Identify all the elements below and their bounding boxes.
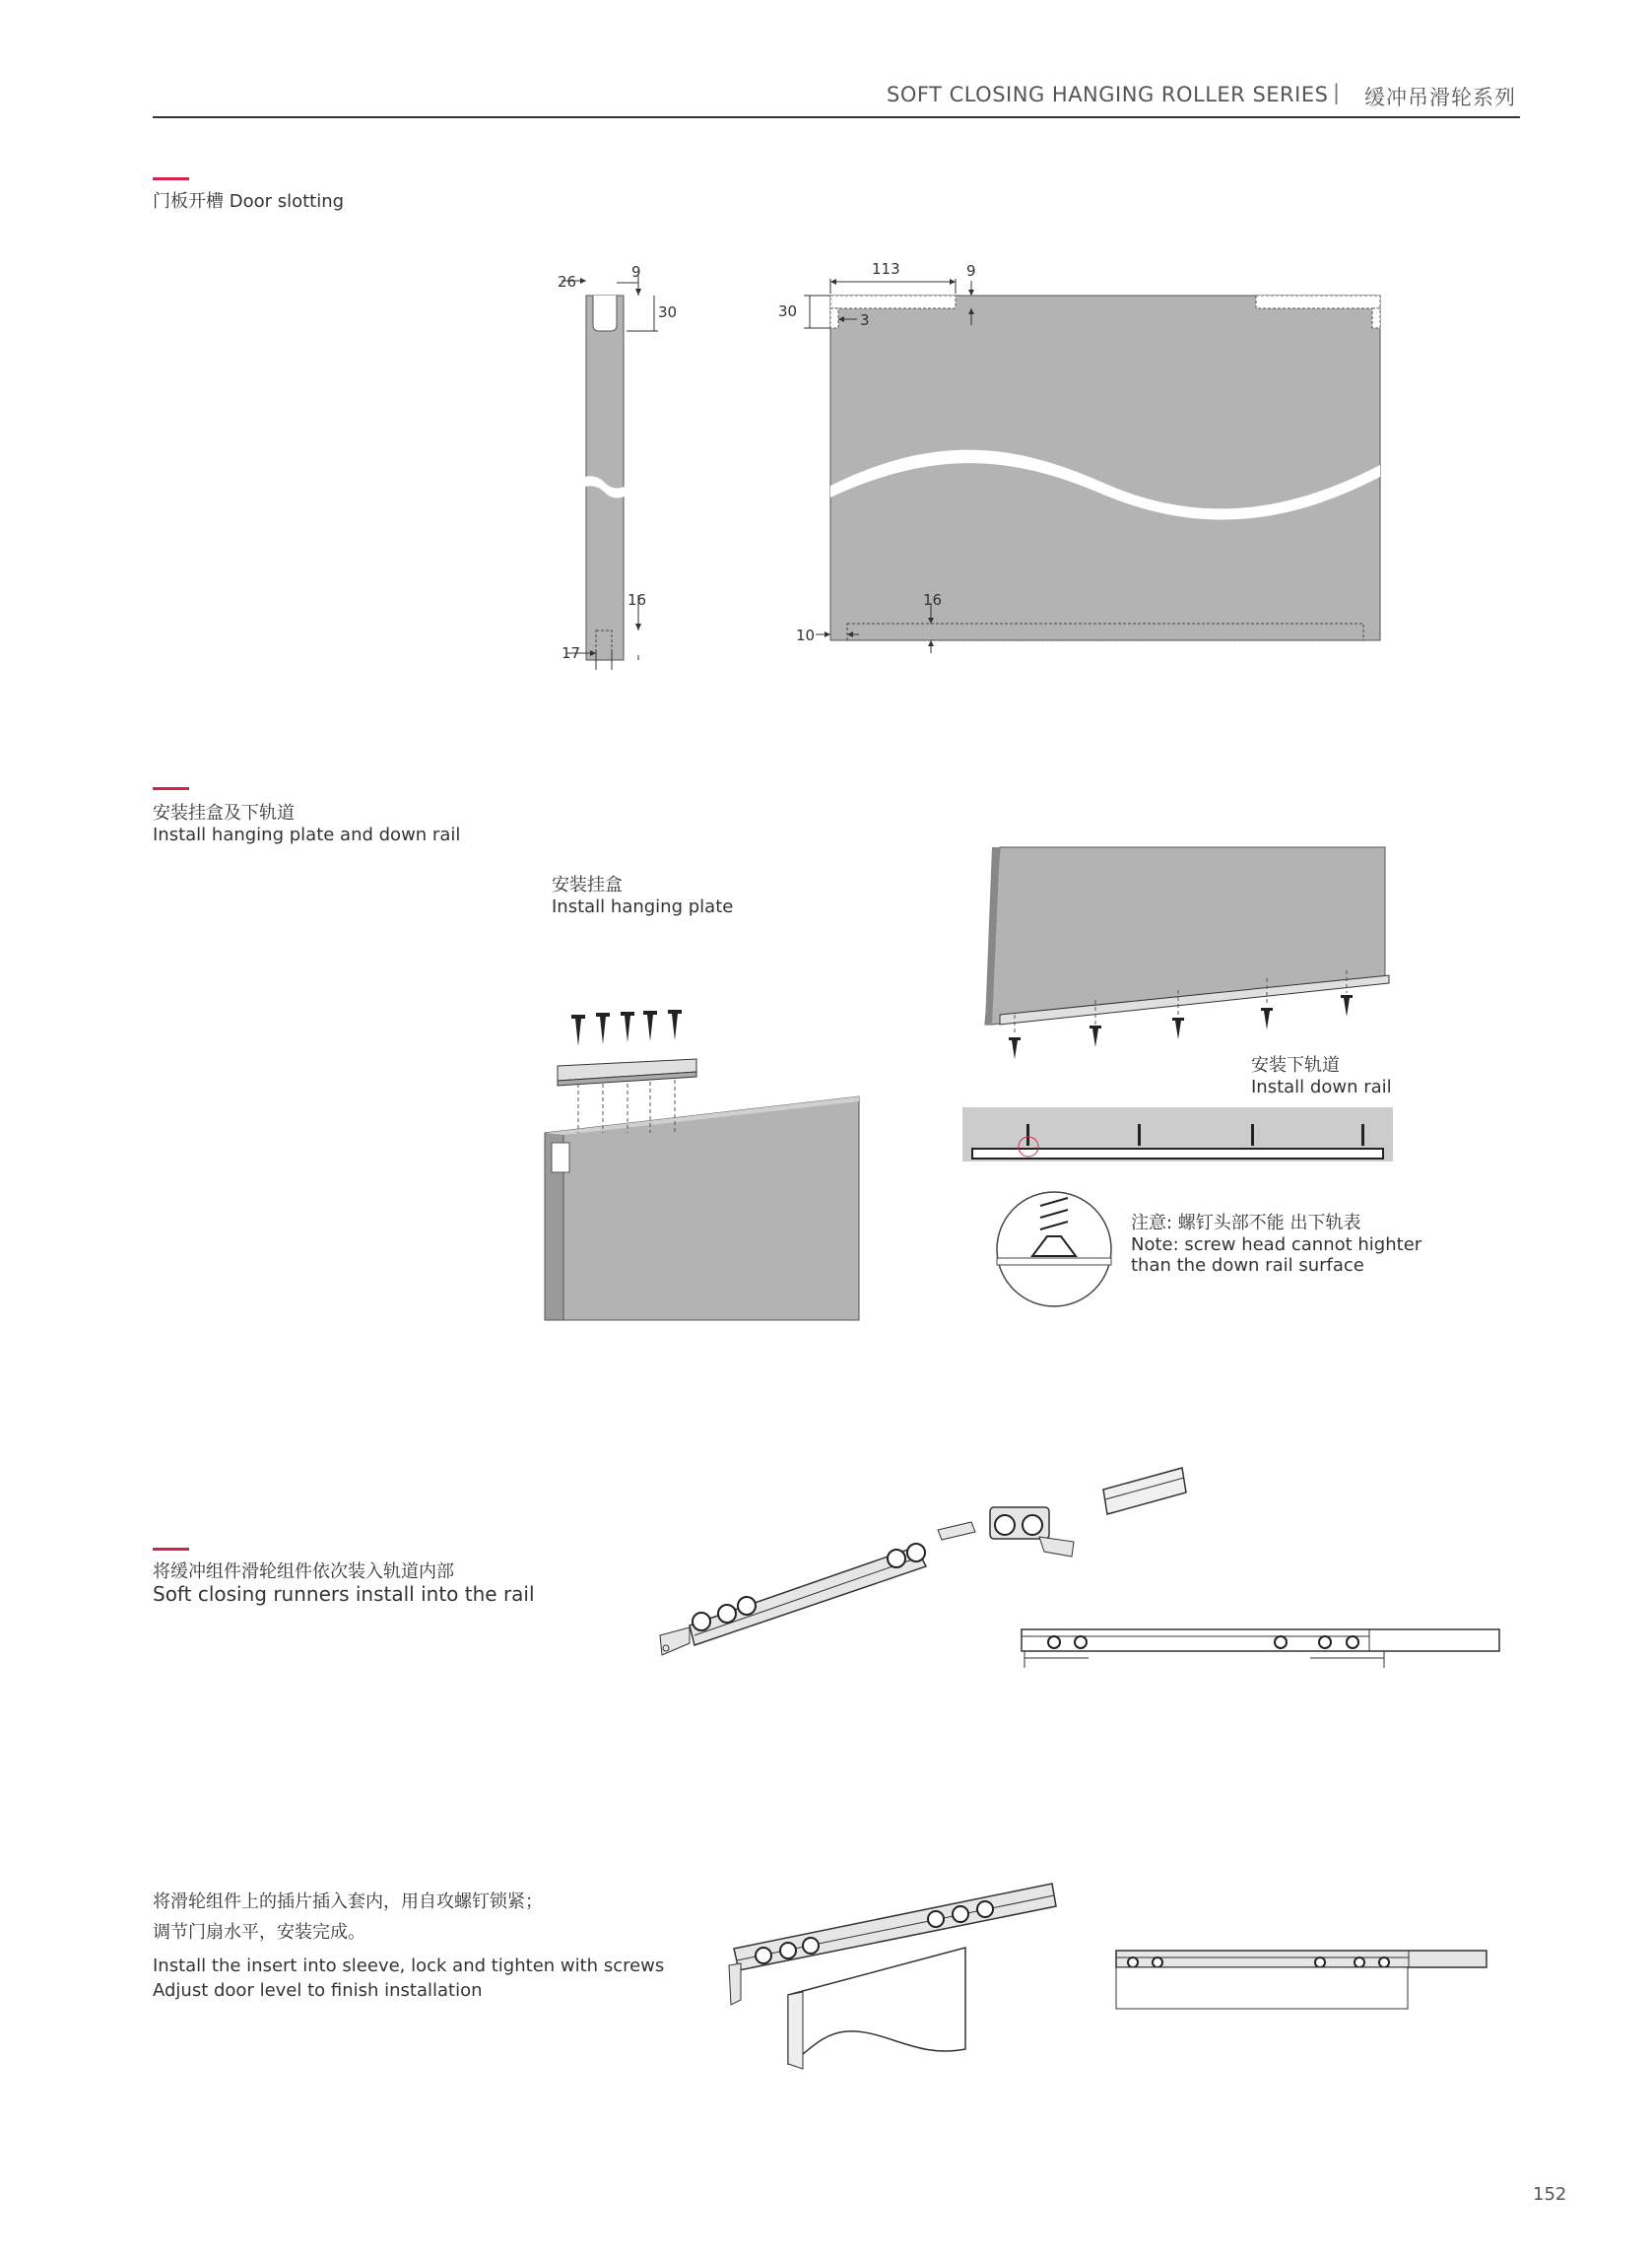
finish-illustration <box>729 1884 1487 2069</box>
hanging-plate-illustration <box>545 1010 859 1320</box>
section-title-runners-en: Soft closing runners install into the rail <box>153 1582 535 1606</box>
door-side-view <box>558 263 677 670</box>
dim-side-slot-depth: 30 <box>658 303 678 321</box>
finish-line2-en: Adjust door level to finish installation <box>153 1980 483 2001</box>
header-separator: | <box>1333 81 1341 104</box>
header-title-en: SOFT CLOSING HANGING ROLLER SERIES <box>887 83 1329 106</box>
finish-line2-cn: 调节门扇水平，安装完成。 <box>153 1922 365 1943</box>
page-number: 152 <box>1533 2184 1567 2205</box>
note-cn: 注意: 螺钉头部不能 出下轨表 <box>1131 1213 1361 1233</box>
finish-line1-en: Install the insert into sleeve, lock and tighten with screws <box>153 1956 665 1976</box>
hanging-plate-label-en: Install hanging plate <box>552 896 734 917</box>
section-title-runners-cn: 将缓冲组件滑轮组件依次装入轨道内部 <box>153 1561 454 1582</box>
dim-side-slot-offset: 9 <box>631 263 641 281</box>
dim-front-slot-inset: 3 <box>860 311 870 329</box>
dim-front-bottom-inset: 10 <box>796 627 816 644</box>
dim-side-width: 26 <box>558 273 577 291</box>
dim-front-bottom-depth: 16 <box>923 591 943 609</box>
runners-exploded-illustration <box>660 1468 1499 1668</box>
note-en-2: than the down rail surface <box>1131 1255 1364 1276</box>
finish-line1-cn: 将滑轮组件上的插片插入套内，用自攻螺钉锁紧； <box>153 1891 543 1912</box>
down-rail-label-cn: 安装下轨道 <box>1251 1055 1340 1076</box>
down-rail-label-en: Install down rail <box>1251 1077 1392 1097</box>
note-en-1: Note: screw head cannot highter <box>1131 1234 1422 1255</box>
dim-side-bottom-width: 17 <box>562 644 581 662</box>
dim-front-slot-offset: 9 <box>966 262 976 280</box>
door-front-view <box>778 260 1380 653</box>
dim-front-slot-length: 113 <box>872 260 900 278</box>
hanging-plate-label-cn: 安装挂盒 <box>552 875 623 895</box>
section-title-install-en: Install hanging plate and down rail <box>153 825 461 845</box>
dim-front-slot-depth: 30 <box>778 302 798 320</box>
down-rail-illustration <box>962 847 1393 1306</box>
section-title-install-cn: 安装挂盒及下轨道 <box>153 803 295 824</box>
section-title-door-slotting: 门板开槽 Door slotting <box>153 191 345 212</box>
dim-side-bottom-depth: 16 <box>628 591 647 609</box>
header-title-cn: 缓冲吊滑轮系列 <box>1364 86 1516 109</box>
